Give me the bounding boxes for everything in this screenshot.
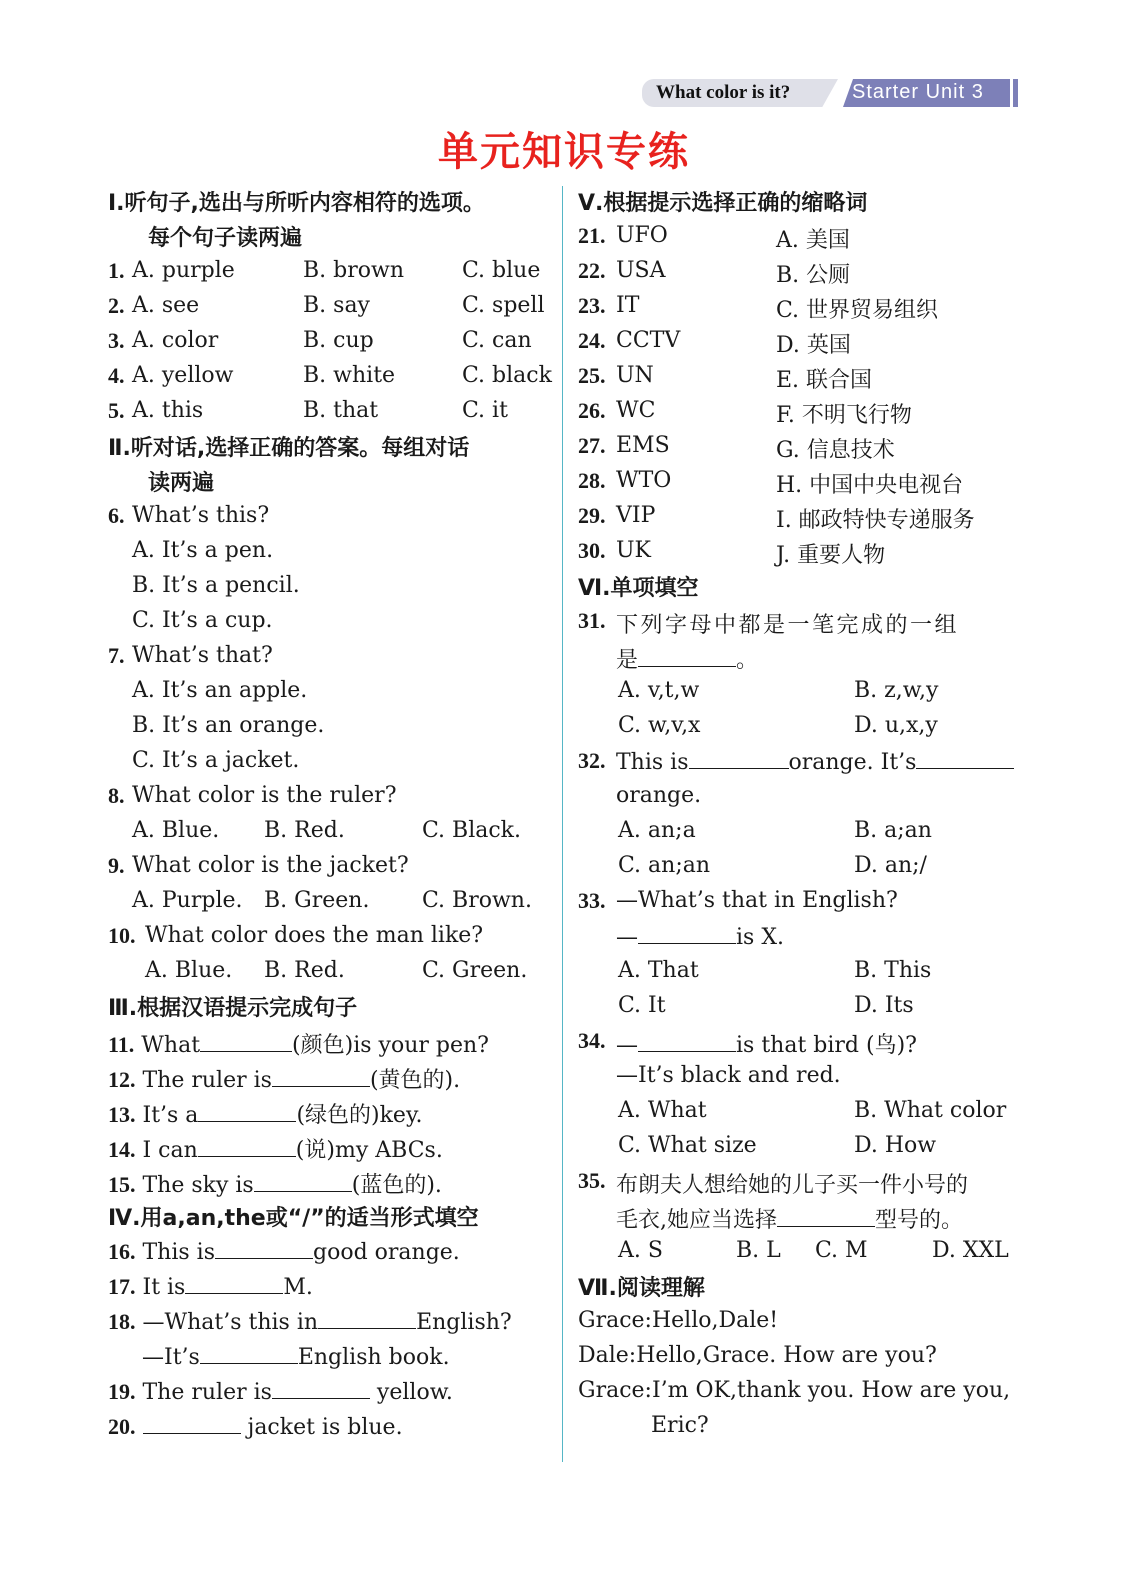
dialogue-line: Grace:Hello,Dale! <box>578 1308 779 1333</box>
section-1-title: Ⅰ.听句子,选出与所听内容相符的选项。 <box>108 191 485 216</box>
question-number: 1. <box>108 258 125 283</box>
question-number: 14. <box>108 1137 136 1162</box>
question-number: 25. <box>578 363 606 388</box>
question-number: 20. <box>108 1414 136 1439</box>
question-text: orange. It’s <box>788 750 917 775</box>
option-b: B. a;an <box>854 818 932 843</box>
section-1-title-cont: 每个句子读两遍 <box>148 226 303 251</box>
option: A. 美国 <box>776 228 850 253</box>
question-text: 毛衣,她应当选择 <box>616 1208 777 1233</box>
option-a: A. Blue. <box>132 818 220 843</box>
option-b: B. z,w,y <box>854 678 939 703</box>
option-c: C. black <box>462 363 552 388</box>
answer-blank[interactable] <box>185 1273 283 1294</box>
option-b: B. say <box>303 293 370 318</box>
question-number: 16. <box>108 1239 136 1264</box>
option-a: A. purple <box>132 258 235 283</box>
question-number: 34. <box>578 1028 606 1053</box>
question-text: It is <box>142 1275 186 1300</box>
section-7-title: Ⅶ.阅读理解 <box>578 1276 705 1301</box>
question-text: The ruler is <box>142 1380 272 1405</box>
option-a: A. v,t,w <box>618 678 700 703</box>
option-d: D. Its <box>854 993 914 1018</box>
question-text: What color does the man like? <box>145 923 484 948</box>
question-text: The ruler is <box>142 1068 272 1093</box>
question-number: 29. <box>578 503 606 528</box>
answer-blank[interactable] <box>200 1031 292 1052</box>
question-number: 18. <box>108 1309 136 1334</box>
question-row <box>616 748 1014 775</box>
option-c: C. It’s a jacket. <box>132 748 300 773</box>
option-c: C. M <box>815 1238 868 1263</box>
option-a: A. It’s a pen. <box>132 538 274 563</box>
option-b: B. It’s an orange. <box>132 713 325 738</box>
question-text: I can <box>142 1138 198 1163</box>
option-b: B. Red. <box>264 958 345 983</box>
question-text: (说)my ABCs. <box>295 1138 443 1163</box>
question-text: (蓝色的). <box>351 1173 442 1198</box>
question-number: 9. <box>108 853 125 878</box>
abbreviation: WC <box>616 398 656 423</box>
option-c: C. Black. <box>422 818 521 843</box>
question-row <box>108 1133 443 1164</box>
abbreviation: WTO <box>616 468 672 493</box>
answer-blank[interactable] <box>198 1101 296 1122</box>
abbreviation: USA <box>616 258 666 283</box>
question-text: (黄色的). <box>369 1068 461 1093</box>
question-text: —What’s that in English? <box>616 888 898 913</box>
answer-blank[interactable] <box>272 1378 370 1399</box>
question-text: is that bird (鸟)? <box>736 1033 917 1058</box>
question-text: —It’s black and red. <box>616 1063 841 1088</box>
option: B. 公厕 <box>776 263 851 288</box>
dialogue-line: Grace:I’m OK,thank you. How are you, <box>578 1378 1011 1403</box>
dialogue-line: Dale:Hello,Grace. How are you? <box>578 1343 937 1368</box>
question-row <box>108 1378 453 1405</box>
question-text: What color is the jacket? <box>132 853 409 878</box>
question-text: 型号的。 <box>875 1208 964 1233</box>
question-text: orange. <box>616 783 702 808</box>
option: F. 不明飞行物 <box>776 403 912 428</box>
page-title: 单元知识专练 <box>438 129 690 175</box>
question-row <box>616 923 784 950</box>
answer-blank[interactable] <box>200 1343 298 1364</box>
option-a: A. yellow <box>132 363 234 388</box>
option: G. 信息技术 <box>776 438 895 463</box>
question-number: 21. <box>578 223 606 248</box>
question-number: 11. <box>108 1032 135 1057</box>
question-text: (绿色的)key. <box>296 1103 423 1128</box>
abbreviation: EMS <box>616 433 670 458</box>
question-row <box>108 1413 403 1440</box>
question-text: English book. <box>297 1345 450 1370</box>
question-text: 下列字母中都是一笔完成的一组 <box>616 613 960 638</box>
question-row <box>616 1203 963 1234</box>
question-row <box>616 1028 917 1059</box>
question-text: M. <box>283 1275 313 1300</box>
option: H. 中国中央电视台 <box>776 473 964 498</box>
abbreviation: VIP <box>616 503 656 528</box>
question-number: 3. <box>108 328 125 353</box>
section-6-title: Ⅵ.单项填空 <box>578 576 699 601</box>
option: D. 英国 <box>776 333 851 358</box>
abbreviation: UK <box>616 538 651 563</box>
question-number: 33. <box>578 888 606 913</box>
question-number: 5. <box>108 398 125 423</box>
section-3-title: Ⅲ.根据汉语提示完成句子 <box>108 996 358 1021</box>
option-c: C. What size <box>618 1133 757 1158</box>
option-b: B. cup <box>303 328 374 353</box>
question-number: 23. <box>578 293 606 318</box>
option-b: B. that <box>303 398 379 423</box>
option-d: D. How <box>854 1133 937 1158</box>
question-number: 15. <box>108 1172 136 1197</box>
dialogue-line: Eric? <box>651 1413 709 1438</box>
unit-title: What color is it? <box>656 82 791 103</box>
question-row <box>108 1308 512 1335</box>
question-number: 4. <box>108 363 125 388</box>
option: J. 重要人物 <box>776 543 886 568</box>
answer-blank[interactable] <box>143 1413 241 1434</box>
question-text: —What’s this in <box>142 1310 319 1335</box>
question-row <box>616 643 758 674</box>
option-c: C. spell <box>462 293 545 318</box>
answer-blank[interactable] <box>777 1206 875 1227</box>
question-text: 布朗夫人想给她的儿子买一件小号的 <box>616 1173 969 1198</box>
question-text: —It’s <box>142 1345 200 1370</box>
question-text: good orange. <box>313 1240 460 1265</box>
question-text: (颜色)is your pen? <box>292 1033 489 1058</box>
answer-blank[interactable] <box>638 923 736 944</box>
option-a: A. see <box>132 293 200 318</box>
question-row <box>108 1238 460 1265</box>
answer-blank[interactable] <box>916 748 1014 769</box>
abbreviation: UN <box>616 363 654 388</box>
question-row <box>108 1273 313 1300</box>
question-text: The sky is <box>142 1173 254 1198</box>
answer-blank[interactable] <box>198 1136 296 1157</box>
option-a: A. an;a <box>618 818 696 843</box>
option-b: B. white <box>303 363 396 388</box>
section-2-title: Ⅱ.听对话,选择正确的答案。每组对话 <box>108 436 470 461</box>
question-text: is X. <box>736 925 784 950</box>
question-row <box>108 1063 460 1094</box>
option-c: C. Green. <box>422 958 528 983</box>
question-number: 27. <box>578 433 606 458</box>
question-number: 31. <box>578 608 606 633</box>
option-a: A. That <box>618 958 699 983</box>
option: E. 联合国 <box>776 368 873 393</box>
abbreviation: UFO <box>616 223 668 248</box>
question-number: 28. <box>578 468 606 493</box>
option-b: B. brown <box>303 258 404 283</box>
option-c: C. blue <box>462 258 541 283</box>
option-c: C. It’s a cup. <box>132 608 273 633</box>
section-5-title: Ⅴ.根据提示选择正确的缩略词 <box>578 191 868 216</box>
question-text: This is <box>616 750 689 775</box>
option-b: B. This <box>854 958 932 983</box>
option-a: A. S <box>618 1238 663 1263</box>
section-2-title-cont: 读两遍 <box>148 471 215 496</box>
question-number: 22. <box>578 258 606 283</box>
question-number: 26. <box>578 398 606 423</box>
question-text: jacket is blue. <box>240 1415 403 1440</box>
answer-blank[interactable] <box>689 748 789 769</box>
option-d: D. XXL <box>932 1238 1009 1263</box>
option: C. 世界贸易组织 <box>776 298 939 323</box>
question-text: yellow. <box>369 1380 453 1405</box>
question-text: It’s a <box>142 1103 199 1128</box>
question-number: 19. <box>108 1379 136 1404</box>
question-text: This is <box>142 1240 215 1265</box>
question-text: What <box>141 1033 201 1058</box>
question-number: 17. <box>108 1274 136 1299</box>
answer-blank[interactable] <box>215 1238 313 1259</box>
option-b: B. L <box>736 1238 781 1263</box>
option-a: A. this <box>132 398 204 423</box>
option-c: C. it <box>462 398 508 423</box>
option-d: D. an;/ <box>854 853 927 878</box>
question-row <box>108 1098 422 1129</box>
question-row <box>108 1028 489 1059</box>
abbreviation: IT <box>616 293 640 318</box>
question-text: What color is the ruler? <box>132 783 397 808</box>
question-number: 13. <box>108 1102 136 1127</box>
answer-blank[interactable] <box>272 1066 370 1087</box>
question-text: What’s that? <box>132 643 273 668</box>
option-c: C. w,v,x <box>618 713 701 738</box>
question-number: 8. <box>108 783 125 808</box>
question-number: 35. <box>578 1168 606 1193</box>
option-b: B. It’s a pencil. <box>132 573 300 598</box>
question-number: 7. <box>108 643 125 668</box>
option-a: A. Purple. <box>132 888 243 913</box>
question-row <box>142 1343 450 1370</box>
option-a: A. color <box>132 328 219 353</box>
option-c: C. an;an <box>618 853 711 878</box>
question-text: 是 <box>616 648 639 673</box>
option-d: D. u,x,y <box>854 713 938 738</box>
option-b: B. Red. <box>264 818 345 843</box>
option-c: C. It <box>618 993 666 1018</box>
option-b: B. What color <box>854 1098 1007 1123</box>
abbreviation: CCTV <box>616 328 681 353</box>
unit-label: Starter Unit 3 <box>852 81 984 103</box>
answer-blank[interactable] <box>318 1308 416 1329</box>
option: I. 邮政特快专递服务 <box>776 508 975 533</box>
question-text: What’s this? <box>132 503 270 528</box>
option-c: C. Brown. <box>422 888 532 913</box>
option-a: A. It’s an apple. <box>132 678 308 703</box>
option-b: B. Green. <box>264 888 370 913</box>
question-number: 6. <box>108 503 125 528</box>
question-number: 10. <box>108 923 136 948</box>
question-number: 30. <box>578 538 606 563</box>
question-number: 24. <box>578 328 606 353</box>
question-text: English? <box>416 1310 512 1335</box>
column-divider <box>562 186 563 1462</box>
question-text: — <box>616 925 638 950</box>
option-a: A. What <box>618 1098 707 1123</box>
option-a: A. Blue. <box>145 958 233 983</box>
question-text: — <box>616 1033 638 1058</box>
question-number: 2. <box>108 293 125 318</box>
question-number: 32. <box>578 748 606 773</box>
header-accent-bar <box>1013 79 1018 107</box>
question-number: 12. <box>108 1067 136 1092</box>
answer-blank[interactable] <box>638 646 736 667</box>
answer-blank[interactable] <box>638 1031 736 1052</box>
option-c: C. can <box>462 328 532 353</box>
answer-blank[interactable] <box>254 1171 352 1192</box>
question-text: 。 <box>736 648 759 673</box>
section-4-title: Ⅳ.用a,an,the或“/”的适当形式填空 <box>108 1206 479 1231</box>
question-row <box>108 1168 442 1199</box>
